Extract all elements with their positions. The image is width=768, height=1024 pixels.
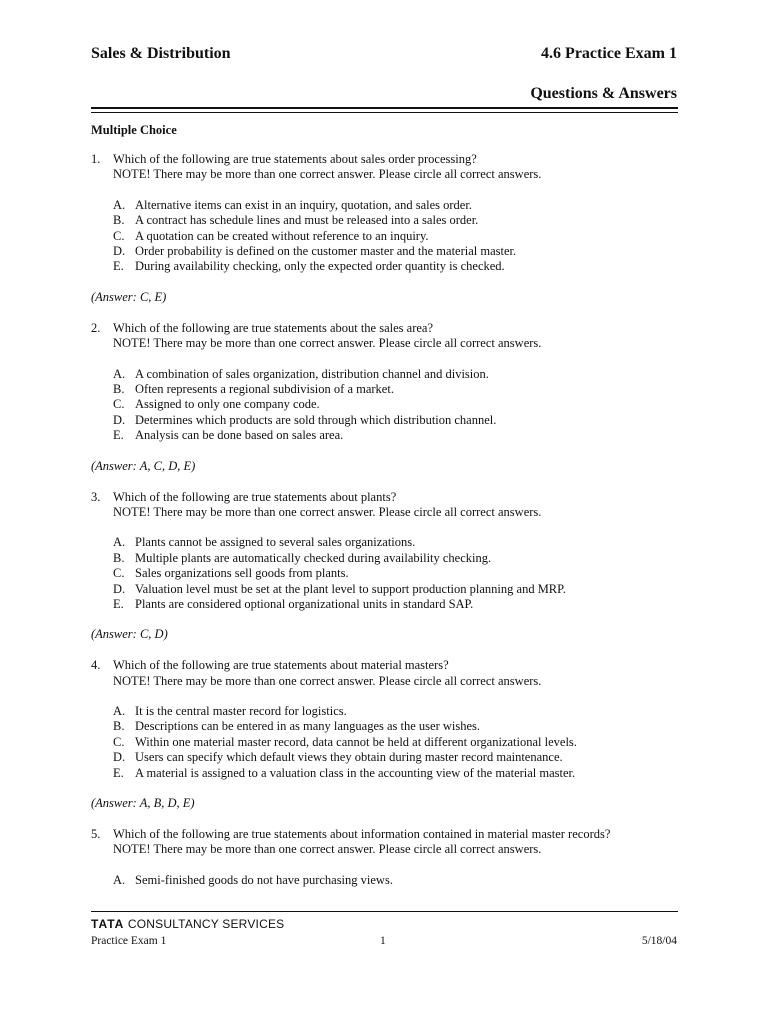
question-number: 1.: [91, 152, 101, 166]
option-text: Determines which products are sold through which distribution channel.: [135, 412, 497, 427]
option-letter: C.: [113, 228, 125, 243]
question-text: Which of the following are true statements about material masters?: [113, 658, 449, 673]
question-text: Which of the following are true statements about information contained in material master records?: [113, 827, 611, 841]
question-text: Which of the following are true statements about the sales area?: [113, 320, 434, 335]
question-number: 2.: [91, 320, 101, 335]
option-item: [113, 367, 681, 382]
question-text: Which of the following are true statements about sales order processing?: [113, 152, 477, 166]
question-note: NOTE! There may be more than one correct answer. Please circle all correct answers.: [113, 504, 542, 519]
option-item: [113, 428, 681, 443]
question-2: [91, 321, 681, 474]
option-item: [113, 704, 681, 719]
question-note: NOTE! There may be more than one correct answer. Please circle all correct answers.: [113, 167, 542, 182]
option-text: During availability checking, only the expected order quantity is checked.: [135, 259, 505, 274]
option-letter: D.: [113, 412, 126, 427]
option-text: A combination of sales organization, distribution channel and division.: [135, 366, 489, 381]
option-item: [113, 735, 681, 750]
option-item: [113, 766, 681, 781]
question-number: 3.: [91, 489, 101, 504]
option-item: [113, 198, 681, 213]
option-text: A contract has schedule lines and must be released into a sales order.: [135, 213, 479, 228]
option-letter: C.: [113, 566, 125, 581]
option-text: Users can specify which default views they obtain during master record maintenance.: [135, 750, 563, 765]
question-1: [91, 152, 681, 305]
option-text: Plants cannot be assigned to several sales organizations.: [135, 535, 416, 550]
options-list: [91, 873, 681, 888]
option-item: [113, 719, 681, 734]
question-note: NOTE! There may be more than one correct answer. Please circle all correct answers.: [113, 673, 542, 688]
option-letter: A.: [113, 872, 126, 887]
option-text: A quotation can be created without reference to an inquiry.: [135, 228, 429, 243]
option-text: Multiple plants are automatically checked during availability checking.: [135, 550, 492, 565]
question-note: NOTE! There may be more than one correct answer. Please circle all correct answers.: [113, 336, 542, 351]
footer-rule: [91, 911, 678, 912]
option-item: [113, 551, 681, 566]
option-letter: C.: [113, 734, 125, 749]
option-letter: E.: [113, 428, 124, 443]
option-text: A material is assigned to a valuation class in the accounting view of the material master.: [135, 765, 576, 780]
option-text: Analysis can be done based on sales area.: [135, 428, 344, 443]
option-letter: D.: [113, 244, 126, 259]
header-course-title: Sales & Distribution: [91, 45, 231, 62]
option-letter: E.: [113, 765, 124, 780]
answer-key: (Answer: C, E): [91, 289, 167, 304]
options-list: [91, 198, 681, 275]
footer-page-number: 1: [380, 935, 386, 947]
option-letter: A.: [113, 535, 126, 550]
logo-text: CONSULTANCY SERVICES: [124, 917, 285, 931]
option-item: [113, 382, 681, 397]
question-5: [91, 827, 681, 888]
option-letter: D.: [113, 581, 126, 596]
option-letter: D.: [113, 750, 126, 765]
option-item: [113, 873, 681, 888]
option-text: Alternative items can exist in an inquiry, quotation, and sales order.: [135, 197, 472, 212]
footer-date: 5/18/04: [641, 935, 677, 947]
option-item: [113, 535, 681, 550]
option-text: Assigned to only one company code.: [135, 397, 320, 412]
option-item: [113, 413, 681, 428]
option-letter: C.: [113, 397, 125, 412]
question-text: Which of the following are true statements about plants?: [113, 489, 397, 504]
section-title: Multiple Choice: [91, 123, 177, 137]
option-letter: E.: [113, 596, 124, 611]
option-item: [113, 259, 681, 274]
logo-mark: TATA: [91, 917, 125, 931]
options-list: [91, 704, 681, 781]
option-letter: B.: [113, 381, 125, 396]
option-item: [113, 244, 681, 259]
option-text: Within one material master record, data cannot be held at different organizational levels.: [135, 734, 577, 749]
option-letter: A.: [113, 704, 126, 719]
option-text: Order probability is defined on the customer master and the material master.: [135, 244, 517, 259]
question-3: [91, 490, 681, 643]
option-text: It is the central master record for logistics.: [135, 704, 347, 719]
option-letter: A.: [113, 197, 126, 212]
option-letter: B.: [113, 213, 125, 228]
option-letter: E.: [113, 259, 124, 274]
header-rule-thick: [91, 107, 678, 109]
question-number: 5.: [91, 827, 101, 841]
option-item: [113, 750, 681, 765]
option-letter: B.: [113, 719, 125, 734]
option-text: Semi-finished goods do not have purchasing views.: [135, 872, 393, 887]
option-item: [113, 597, 681, 612]
answer-key: (Answer: A, B, D, E): [91, 796, 195, 811]
header-subtitle: Questions & Answers: [530, 85, 677, 102]
option-item: [113, 229, 681, 244]
option-text: Often represents a regional subdivision of a market.: [135, 381, 394, 396]
options-list: [91, 535, 681, 612]
option-letter: B.: [113, 550, 125, 565]
option-text: Plants are considered optional organizational units in standard SAP.: [135, 596, 474, 611]
option-item: [113, 213, 681, 228]
options-list: [91, 367, 681, 444]
question-note: NOTE! There may be more than one correct answer. Please circle all correct answers.: [113, 842, 542, 857]
question-number: 4.: [91, 658, 101, 673]
header-rule-thin: [91, 112, 678, 113]
header-exam-title: 4.6 Practice Exam 1: [541, 45, 677, 62]
option-letter: A.: [113, 366, 126, 381]
company-logo: [91, 917, 284, 931]
option-text: Descriptions can be entered in as many languages as the user wishes.: [135, 719, 481, 734]
option-text: Valuation level must be set at the plant level to support production planning and MRP.: [135, 581, 566, 596]
option-item: [113, 397, 681, 412]
answer-key: (Answer: C, D): [91, 627, 168, 642]
footer-document-name: Practice Exam 1: [91, 935, 167, 947]
option-text: Sales organizations sell goods from plants.: [135, 566, 349, 581]
question-4: [91, 658, 681, 811]
questions-list: [91, 152, 681, 888]
option-item: [113, 582, 681, 597]
option-item: [113, 566, 681, 581]
answer-key: (Answer: A, C, D, E): [91, 458, 196, 473]
